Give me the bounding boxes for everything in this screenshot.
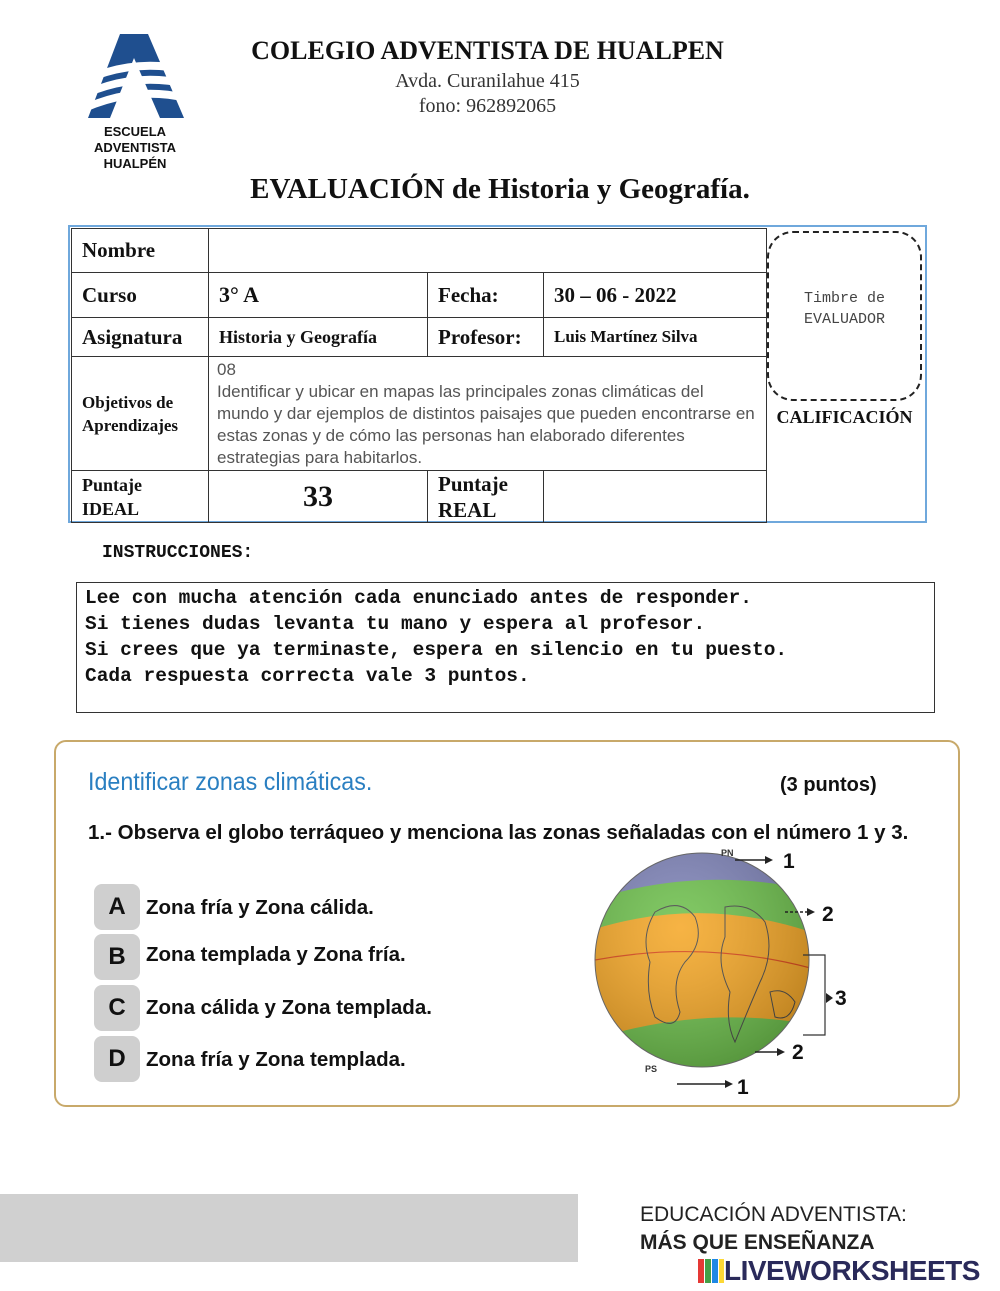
footer-bar — [0, 1194, 578, 1262]
question-heading: Identificar zonas climáticas. — [88, 768, 373, 796]
page-title: EVALUACIÓN de Historia y Geografía. — [250, 173, 750, 205]
pole-north-label: PN — [721, 848, 734, 858]
arrow-icon — [725, 1080, 733, 1088]
option-b-button[interactable]: B — [94, 934, 140, 980]
school-logo — [80, 32, 190, 177]
fecha-label: Fecha: — [427, 272, 544, 318]
objetivos-text — [208, 356, 767, 471]
arrow-icon — [777, 1048, 785, 1056]
school-name: COLEGIO ADVENTISTA DE HUALPEN — [251, 36, 724, 65]
objetivos-label-line-2: Aprendizajes — [82, 415, 179, 435]
instruction-line: Si tienes dudas levanta tu mano y espera al profesor. — [85, 613, 706, 635]
marker-3: 3 — [835, 987, 847, 1010]
liveworksheets-brand[interactable]: LIVEWORKSHEETS — [724, 1255, 980, 1286]
puntaje-ideal-value: 33 — [208, 470, 428, 523]
school-phone: fono: 962892065 — [418, 95, 557, 117]
instructions-title: INSTRUCCIONES: — [102, 543, 254, 563]
puntaje-real-label-line-2: REAL — [438, 497, 497, 522]
asignatura-label: Asignatura — [71, 317, 209, 357]
puntaje-real-label — [427, 470, 544, 523]
school-address: Avda. Curanilahue 415 — [395, 70, 580, 92]
option-b-text[interactable]: Zona templada y Zona fría. — [146, 943, 406, 966]
stamp-line-2: EVALUADOR — [803, 311, 885, 328]
option-c-text[interactable]: Zona cálida y Zona templada. — [146, 996, 432, 1019]
asignatura-value: Historia y Geografía — [208, 317, 428, 357]
question-points: (3 puntos) — [780, 774, 877, 796]
profesor-label: Profesor: — [427, 317, 544, 357]
marker-2-top: 2 — [822, 903, 834, 926]
arrow-icon — [807, 908, 815, 916]
marker-1-bottom: 1 — [737, 1076, 749, 1099]
curso-label: Curso — [71, 272, 209, 318]
marker-1-top: 1 — [783, 850, 795, 873]
logo-a-icon — [80, 32, 190, 124]
question-text: 1.- Observa el globo terráqueo y menciona las zonas señaladas con el número 1 y 3. — [88, 821, 909, 844]
stamp-line-1: Timbre de — [803, 290, 885, 307]
instruction-line: Lee con mucha atención cada enunciado antes de responder. — [85, 587, 753, 609]
option-a-button[interactable]: A — [94, 884, 140, 930]
marker-2-bottom: 2 — [792, 1041, 804, 1064]
objetivos-label — [71, 356, 209, 471]
globe-diagram — [585, 842, 875, 1102]
option-c-button[interactable]: C — [94, 985, 140, 1031]
evaluator-stamp-text — [767, 288, 922, 330]
fecha-value: 30 – 06 - 2022 — [543, 272, 767, 318]
puntaje-ideal-label-line-2: IDEAL — [82, 498, 140, 519]
logo-line-2: ADVENTISTA — [93, 140, 177, 155]
puntaje-real-label-line-1: Puntaje — [438, 471, 508, 496]
arrow-icon — [826, 993, 833, 1003]
footer-slogan-line-2: MÁS QUE ENSEÑANZA — [640, 1231, 875, 1254]
objetivos-label-line-1: Objetivos de — [82, 392, 174, 412]
objetivo-description: Identificar y ubicar en mapas las principales zonas climáticas del mundo y dar ejemplos de distintos paisajes que pueden encontrarse en estas zonas y de cómo las personas han elaborado diferentes estrategias para habitarlos. — [217, 382, 755, 467]
instruction-line: Cada respuesta correcta vale 3 puntos. — [85, 665, 530, 687]
logo-line-3: HUALPÉN — [103, 156, 167, 171]
option-d-button[interactable]: D — [94, 1036, 140, 1082]
logo-line-1: ESCUELA — [103, 124, 167, 139]
objetivo-code: 08 — [217, 360, 236, 379]
liveworksheets-logo-icon — [698, 1259, 724, 1283]
option-d-text[interactable]: Zona fría y Zona templada. — [146, 1048, 406, 1071]
option-a-text[interactable]: Zona fría y Zona cálida. — [146, 896, 374, 919]
footer-slogan-line-1: EDUCACIÓN ADVENTISTA: — [640, 1203, 907, 1226]
puntaje-ideal-label — [71, 470, 209, 523]
instructions-box — [76, 582, 935, 713]
curso-value: 3° A — [208, 272, 428, 318]
polar-zone-south — [585, 1071, 825, 1102]
nombre-label: Nombre — [71, 228, 209, 273]
arrow-icon — [765, 856, 773, 864]
nombre-field[interactable] — [208, 228, 767, 273]
puntaje-ideal-label-line-1: Puntaje — [82, 474, 142, 495]
puntaje-real-field[interactable] — [543, 470, 767, 523]
profesor-value: Luis Martínez Silva — [543, 317, 767, 357]
pole-south-label: PS — [645, 1064, 658, 1074]
calificacion-label: CALIFICACIÓN — [776, 407, 913, 427]
instruction-line: Si crees que ya terminaste, espera en silencio en tu puesto. — [85, 639, 788, 661]
